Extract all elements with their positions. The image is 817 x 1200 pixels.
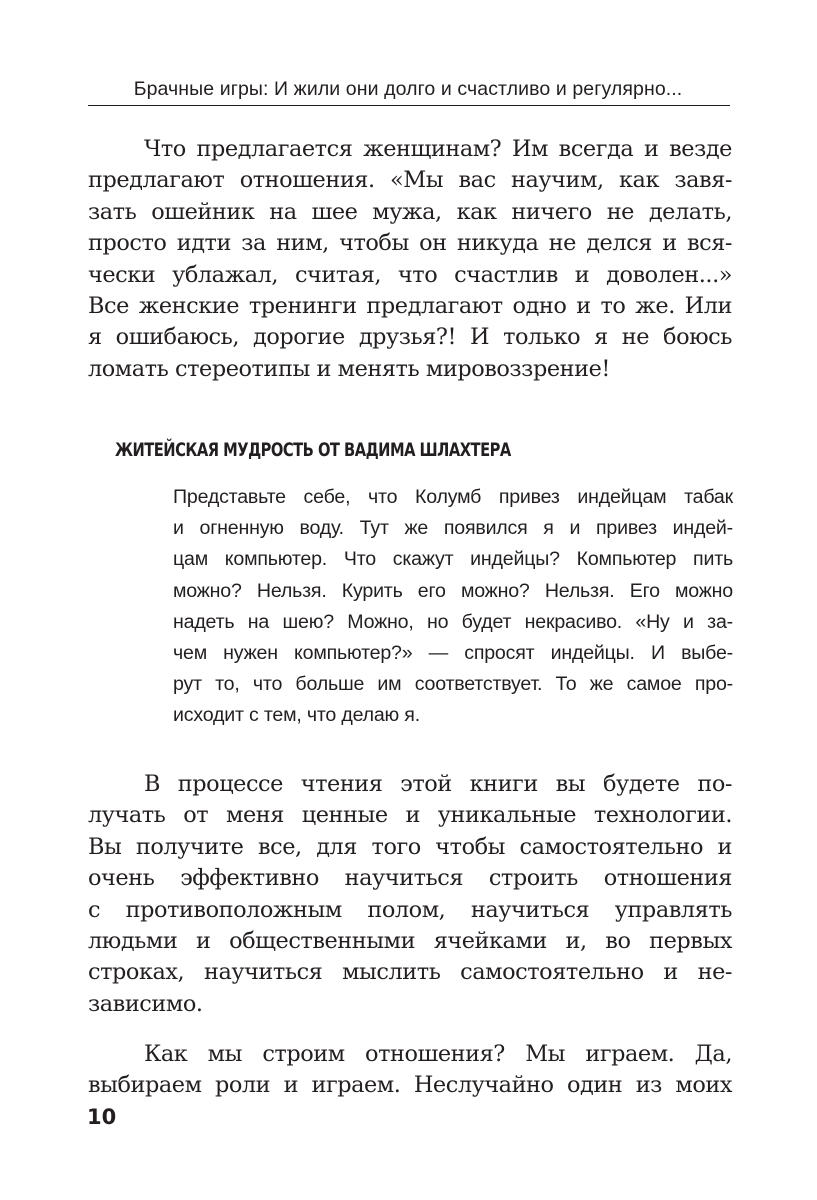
quote-line: рут то, что больше им соответствует. То же самое про- [173, 673, 733, 696]
text-line: Вы получите все, для того чтобы самостоятельно и [88, 833, 732, 860]
paragraph-intro [88, 134, 732, 385]
text-line: очень эффективно научиться строить отношения [88, 865, 732, 892]
text-line: лучать от меня ценные и уникальные технологии. [88, 802, 732, 829]
quote-line: и огненную воду. Тут же появился я и привез индей- [173, 517, 733, 540]
text-line: Что предлагается женщинам? Им всегда и везде [144, 136, 732, 162]
quote-line: чем нужен компьютер?» — спросят индейцы. И выбе- [173, 641, 733, 664]
text-line: Как мы строим отношения? Мы играем. Да, [144, 1041, 732, 1067]
quote-line: надеть на шею? Можно, но будет некрасиво. «Ну и за- [173, 610, 733, 633]
text-line: с противоположным полом, научиться управлять [88, 896, 732, 923]
header-rule [88, 105, 730, 106]
quote-line: цам компьютер. Что скажут индейцы? Компьютер пить [173, 548, 733, 571]
text-line: ломать стереотипы и менять мировоззрение! [88, 355, 610, 382]
text-line: предлагают отношения. «Мы вас научим, как завя- [88, 167, 732, 194]
text-line: Все женские тренинги предлагают одно и то же. Или [88, 292, 732, 319]
text-line: людьми и общественными ячейками и, во первых [88, 927, 732, 954]
page-number: 10 [87, 1105, 117, 1129]
text-line: зать ошейник на шее мужа, как ничего не делать, [88, 198, 732, 225]
text-line: В процессе чтения этой книги вы будете по- [144, 771, 732, 797]
text-line: строках, научиться мыслить самостоятельно и не- [88, 959, 732, 986]
quote-line: Представьте себе, что Колумб привез индейцам табак [173, 486, 733, 508]
text-line: я ошибаюсь, дорогие друзья?! И только я не боюсь [88, 324, 732, 351]
paragraph-technologies [88, 769, 732, 1020]
text-line: чески ублажал, считая, что счастлив и доволен...» [88, 261, 732, 288]
text-line: выбираем роли и играем. Неслучайно один из моих [88, 1072, 732, 1099]
text-line: просто идти за ним, чтобы он никуда не делся и вся- [88, 230, 732, 257]
quote-line: можно? Нельзя. Курить его можно? Нельзя. Его можно [173, 579, 733, 602]
paragraph-relationships [88, 1039, 732, 1102]
text-line: зависимо. [88, 990, 203, 1017]
wisdom-quote [173, 482, 733, 732]
running-head: Брачные игры: И жили они долго и счастливо и регулярно... [133, 78, 683, 100]
quote-line: исходит с тем, что делаю я. [173, 704, 420, 727]
section-heading: ЖИТЕЙСКАЯ МУДРОСТЬ ОТ ВАДИМА ШЛАХТЕРА [115, 439, 511, 461]
